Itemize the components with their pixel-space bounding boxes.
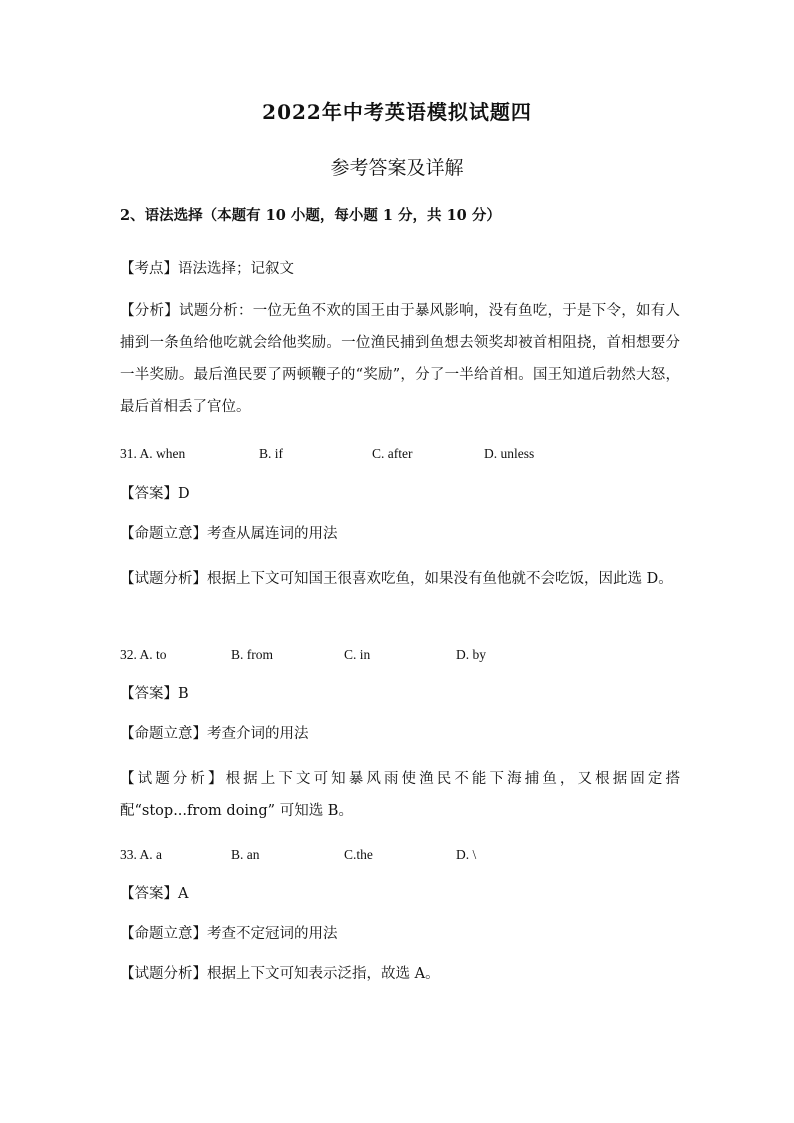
option-b: B. if	[259, 446, 284, 461]
option-c: C.the	[344, 847, 373, 862]
analysis-33: 【试题分析】根据上下文可知表示泛指，故选 A。	[120, 966, 440, 982]
kaodian-line: 【考点】语法选择；记叙文	[120, 261, 294, 277]
option-d: D. unless	[484, 446, 535, 461]
analysis-32: 【试题分析】根据上下文可知暴风雨使渔民不能下海捕鱼，又根据固定搭配“stop...from doing” 可知选 B。	[120, 771, 680, 819]
intent-31: 【命题立意】考查从属连词的用法	[120, 526, 338, 542]
page-title: 2022年中考英语模拟试题四	[262, 100, 532, 124]
intent-33: 【命题立意】考查不定冠词的用法	[120, 926, 338, 942]
option-a: 33. A. a	[120, 847, 162, 862]
section-heading: 2、语法选择（本题有 10 小题，每小题 1 分，共 10 分）	[120, 207, 501, 224]
option-b: B. from	[231, 647, 273, 662]
analysis-31: 【试题分析】根据上下文可知国王很喜欢吃鱼，如果没有鱼他就不会吃饭，因此选 D。	[120, 571, 673, 587]
intent-32: 【命题立意】考查介词的用法	[120, 726, 309, 742]
option-c: C. in	[344, 647, 371, 662]
answer-31: 【答案】D	[120, 486, 190, 502]
option-c: C. after	[372, 446, 413, 461]
fenxi-paragraph: 【分析】试题分析：一位无鱼不欢的国王由于暴风影响，没有鱼吃，于是下令，如有人捕到一条鱼给他吃就会给他奖励。一位渔民捕到鱼想去领奖却被首相阻挠，首相想要分一半奖励。最后渔民要了两顿鞭子的“奖励”，分了一半给首相。国王知道后勃然大怒，最后首相丢了官位。	[120, 303, 680, 415]
option-d: D. by	[456, 647, 486, 662]
answer-32: 【答案】B	[120, 686, 189, 702]
page-subtitle: 参考答案及详解	[330, 157, 464, 179]
option-d: D. \	[456, 847, 477, 862]
answer-33: 【答案】A	[120, 886, 189, 902]
option-a: 32. A. to	[120, 647, 167, 662]
option-a: 31. A. when	[120, 446, 186, 461]
option-b: B. an	[231, 847, 260, 862]
